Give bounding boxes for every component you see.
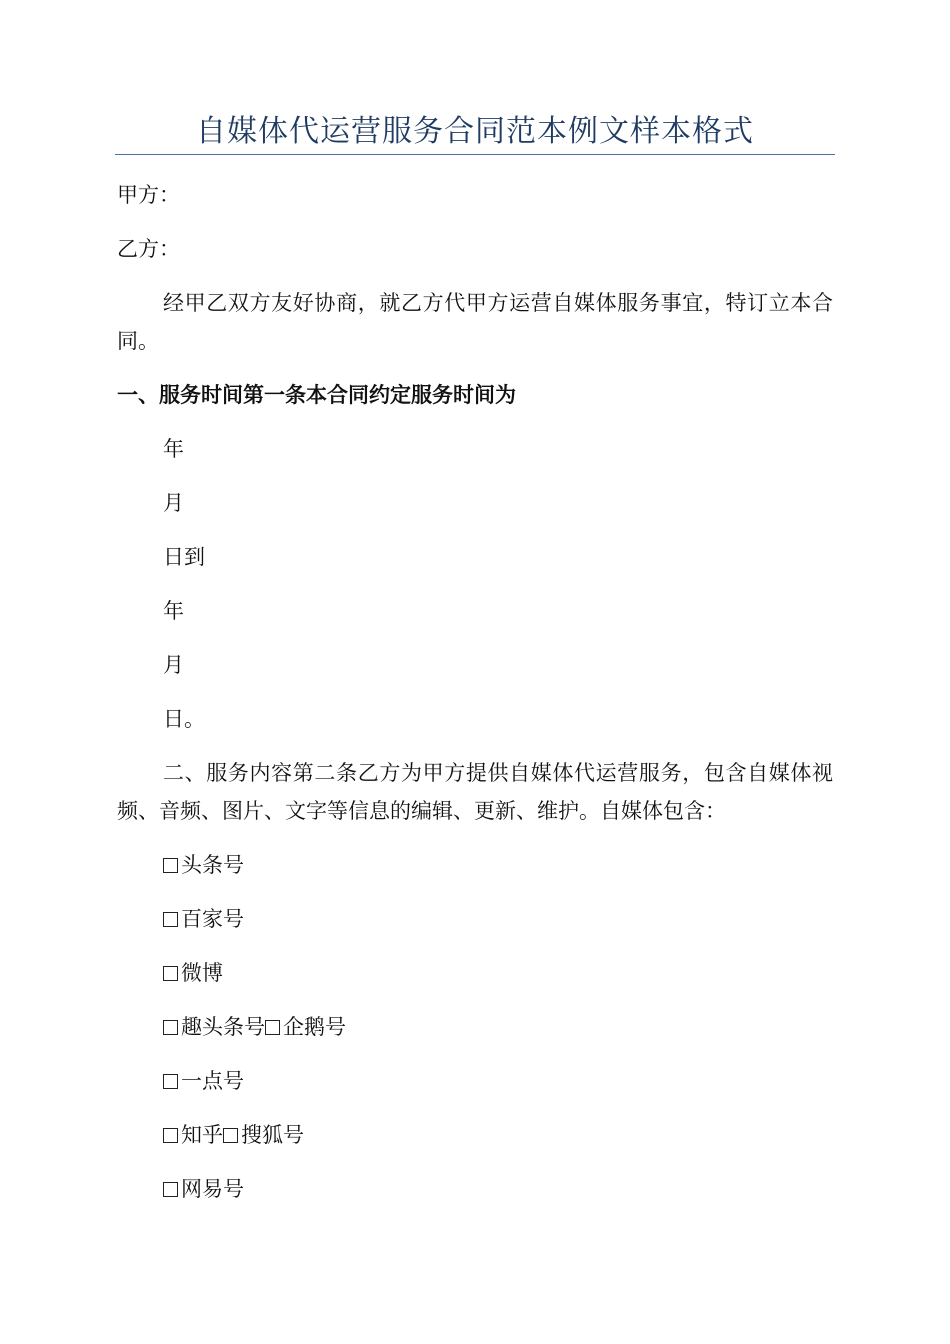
option-toutiao [163,850,244,880]
checkbox-wangyi[interactable] [163,1182,178,1197]
option-label-yidian: 一点号 [181,1069,244,1093]
option-weibo [163,958,223,988]
option-label-qutoutiao: 趣头条号 [181,1015,265,1039]
title-underline [115,154,835,155]
section2-paragraph: 二、服务内容第二条乙方为甲方提供自媒体代运营服务，包含自媒体视频、音频、图片、文字等信息的编辑、更新、维护。自媒体包含： [117,761,833,823]
option-label-wangyi: 网易号 [181,1177,244,1201]
option-label-zhihu: 知乎 [181,1123,223,1147]
checkbox-weibo[interactable] [163,966,178,981]
option-label-toutiao: 头条号 [181,853,244,877]
checkbox-yidian[interactable] [163,1074,178,1089]
intro-paragraph: 经甲乙双方友好协商，就乙方代甲方运营自媒体服务事宜，特订立本合同。 [117,291,833,353]
date-line-year-end: 年 [163,599,184,623]
checkbox-baijia[interactable] [163,912,178,927]
option-qutoutiao-qie [163,1012,346,1042]
checkbox-sohu[interactable] [223,1128,238,1143]
option-yidian [163,1066,244,1096]
checkbox-qutoutiao[interactable] [163,1020,178,1035]
option-zhihu-sohu [163,1120,304,1150]
checkbox-zhihu[interactable] [163,1128,178,1143]
party-a-label: 甲方： [117,183,180,207]
option-wangyi [163,1174,244,1204]
checkbox-toutiao[interactable] [163,858,178,873]
option-label-qie: 企鹅号 [283,1015,346,1039]
party-b-label: 乙方： [117,237,180,261]
date-line-day-start: 日到 [163,545,205,569]
date-line-day-end: 日。 [163,707,205,731]
date-line-year-start: 年 [163,437,184,461]
option-label-weibo: 微博 [181,961,223,985]
option-label-baijia: 百家号 [181,907,244,931]
checkbox-qie[interactable] [265,1020,280,1035]
option-baijia [163,904,244,934]
option-label-sohu: 搜狐号 [241,1123,304,1147]
document-title: 自媒体代运营服务合同范本例文样本格式 [196,114,754,149]
date-line-month-end: 月 [163,653,184,677]
section1-heading: 一、服务时间第一条本合同约定服务时间为 [117,382,516,407]
date-line-month-start: 月 [163,491,184,515]
